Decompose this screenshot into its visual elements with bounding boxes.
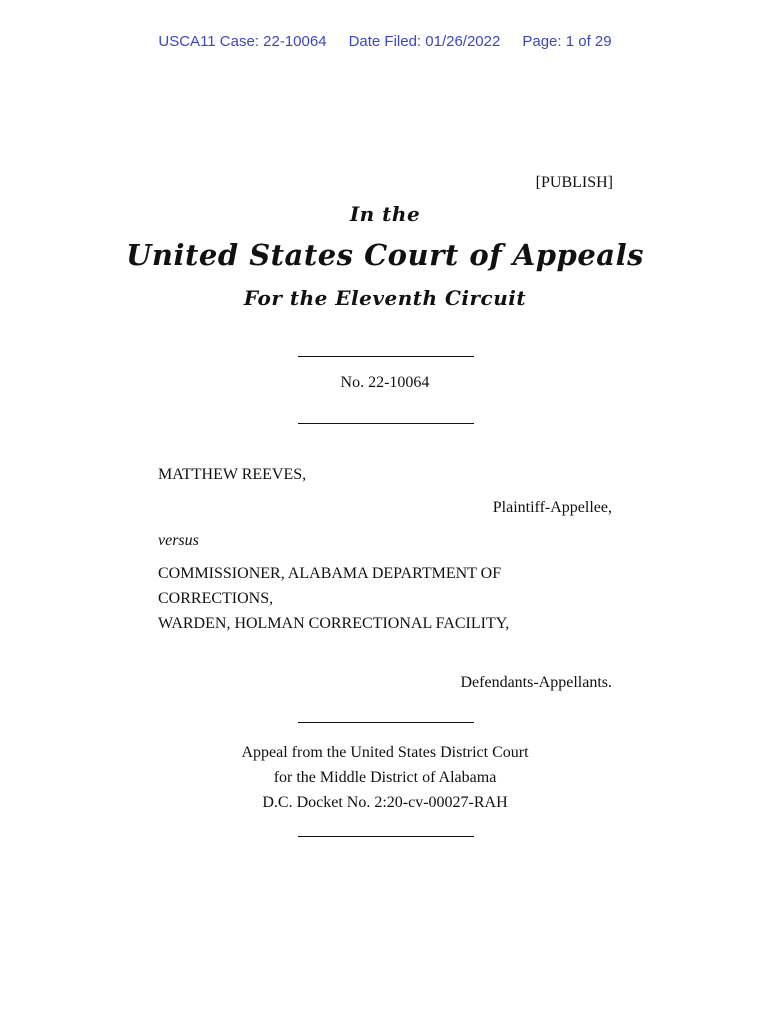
appeal-origin-line: for the Middle District of Alabama (273, 769, 497, 786)
divider-line (298, 836, 474, 837)
defendant-role: Defendants-Appellants. (460, 674, 612, 691)
page-count-stamp: Page: 1 of 29 (522, 33, 612, 50)
divider-line (298, 423, 474, 424)
docket-number: No. 22-10064 (340, 374, 430, 391)
defendant-line: COMMISSIONER, ALABAMA DEPARTMENT OF (158, 565, 502, 582)
plaintiff-name: MATTHEW REEVES, (158, 466, 307, 483)
district-docket-line: D.C. Docket No. 2:20-cv-00027-RAH (262, 794, 508, 811)
publish-label: [PUBLISH] (535, 174, 613, 191)
in-the-heading: In the (349, 202, 421, 226)
case-number-stamp: USCA11 Case: 22-10064 (158, 33, 327, 50)
divider-line (298, 356, 474, 357)
circuit-heading: For the Eleventh Circuit (243, 286, 527, 310)
appeal-origin-line: Appeal from the United States District Court (241, 744, 529, 761)
versus-label: versus (158, 532, 199, 549)
divider-line (298, 722, 474, 723)
court-name-heading: United States Court of Appeals (126, 238, 644, 272)
defendant-line: WARDEN, HOLMAN CORRECTIONAL FACILITY, (158, 615, 510, 632)
date-filed-stamp: Date Filed: 01/26/2022 (348, 33, 501, 50)
plaintiff-role: Plaintiff-Appellee, (492, 499, 612, 516)
defendant-line: CORRECTIONS, (158, 590, 274, 607)
filing-header (0, 33, 770, 50)
